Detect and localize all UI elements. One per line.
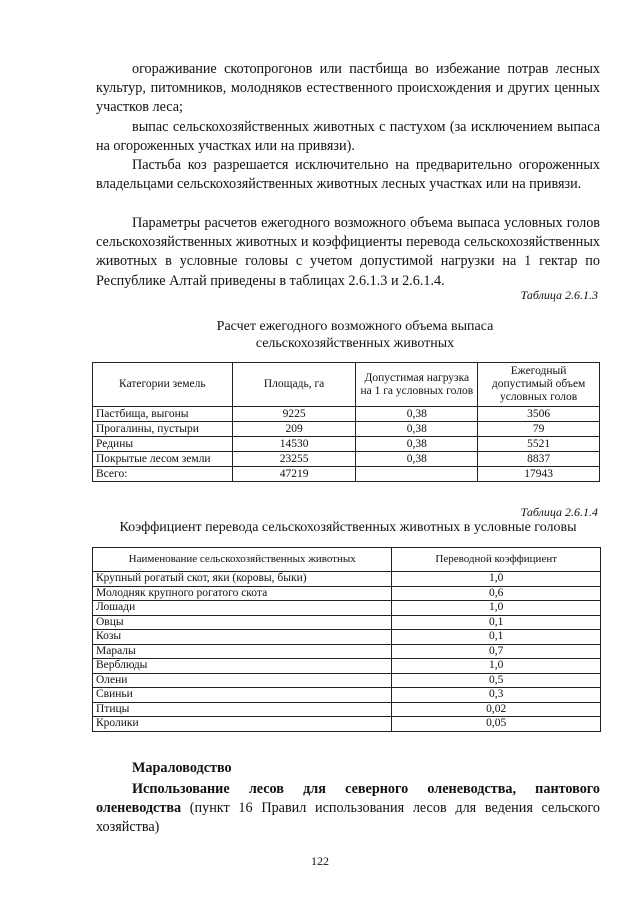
cell-area: 14530 [232,437,356,452]
cell-volume: 3506 [478,407,600,422]
cell-coefficient: 0,1 [392,615,601,630]
table-row [93,630,601,645]
cell-volume: 8837 [478,452,600,467]
cell-animal: Молодняк крупного рогатого скота [93,586,392,601]
grazing-table [92,362,600,482]
cell-load: 0,38 [356,407,478,422]
section-subtitle [96,780,600,838]
cell-category: Пастбища, выгоны [93,407,233,422]
cell-animal: Овцы [93,615,392,630]
cell-category: Прогалины, пустыри [93,422,233,437]
conversion-table [92,547,601,732]
paragraph-shepherd: выпас сельскохозяйственных животных с пастухом (за исключением выпаса на огороженных участках или на привязи). [96,119,600,155]
table-row [93,572,601,587]
table-header-row [93,548,601,572]
section-subtitle-rest: (пункт 16 Правил использования лесов для ведения сельского хозяйства) [96,800,600,836]
table-row [93,452,600,467]
cell-coefficient: 0,02 [392,702,601,717]
table2-caption: Коэффициент перевода сельскохозяйственных животных в условные головы [119,520,577,535]
cell-category: Покрытые лесом земли [93,452,233,467]
cell-total-label: Всего: [93,467,233,482]
paragraph-fencing: огораживание скотопрогонов или пастбища во избежание потрав лесных культур, питомников, молодняков естественного происхождения и других ценных участков леса; [96,61,600,116]
section-subtitle-bold: Использование лесов для северного оленеводства, пантового оленеводства [96,781,600,817]
table-row [93,586,601,601]
table-row [93,422,600,437]
cell-animal: Крупный рогатый скот, яки (коровы, быки) [93,572,392,587]
table-row [93,644,601,659]
cell-total-area: 47219 [232,467,356,482]
cell-area: 209 [232,422,356,437]
header-land-category: Категории земель [93,363,233,407]
cell-load: 0,38 [356,437,478,452]
cell-total-load [356,467,478,482]
cell-coefficient: 1,0 [392,601,601,616]
table-row [93,659,601,674]
cell-animal: Лошади [93,601,392,616]
cell-coefficient: 0,05 [392,717,601,732]
cell-animal: Свиньи [93,688,392,703]
table-header-row [93,363,600,407]
cell-coefficient: 1,0 [392,572,601,587]
header-area: Площадь, га [232,363,356,407]
table1-label: Таблица 2.6.1.3 [520,288,598,302]
cell-total-volume: 17943 [478,467,600,482]
cell-coefficient: 1,0 [392,659,601,674]
cell-load: 0,38 [356,452,478,467]
table-row [93,673,601,688]
header-animal: Наименование сельскохозяйственных животных [93,548,392,572]
cell-animal: Верблюды [93,659,392,674]
table-row [93,688,601,703]
table-row [93,601,601,616]
table-row [93,437,600,452]
header-coefficient: Переводной коэффициент [392,548,601,572]
cell-area: 9225 [232,407,356,422]
header-volume: Ежегодный допустимый объем условных голов [478,363,600,407]
cell-volume: 5521 [478,437,600,452]
cell-animal: Маралы [93,644,392,659]
table-total-row [93,467,600,482]
cell-category: Редины [93,437,233,452]
cell-volume: 79 [478,422,600,437]
cell-area: 23255 [232,452,356,467]
cell-load: 0,38 [356,422,478,437]
table-row [93,615,601,630]
cell-animal: Олени [93,673,392,688]
cell-animal: Кролики [93,717,392,732]
table-row [93,717,601,732]
table2-label: Таблица 2.6.1.4 [520,505,598,519]
page-number: 122 [311,854,329,868]
cell-coefficient: 0,3 [392,688,601,703]
cell-coefficient: 0,6 [392,586,601,601]
cell-coefficient: 0,5 [392,673,601,688]
cell-coefficient: 0,1 [392,630,601,645]
table-row [93,407,600,422]
section-title: Мараловодство [132,760,232,776]
table-row [93,702,601,717]
header-load: Допустимая нагрузка на 1 га условных голов [356,363,478,407]
paragraph-parameters: Параметры расчетов ежегодного возможного объема выпаса условных голов сельскохозяйственных животных и коэффициенты перевода сельскохозяйственных животных в условные головы с учетом допустимой нагрузки на 1 гектар по Республике Алтай приведены в таблицах 2.6.1.3 и 2.6.1.4. [96,215,600,289]
cell-animal: Птицы [93,702,392,717]
table1-caption: Расчет ежегодного возможного объема выпаса сельскохозяйственных животных [216,319,494,351]
paragraph-goats: Пастьба коз разрешается исключительно на предварительно огороженных владельцами сельскохозяйственных животных лесных участках или на привязи. [96,157,600,193]
cell-animal: Козы [93,630,392,645]
cell-coefficient: 0,7 [392,644,601,659]
